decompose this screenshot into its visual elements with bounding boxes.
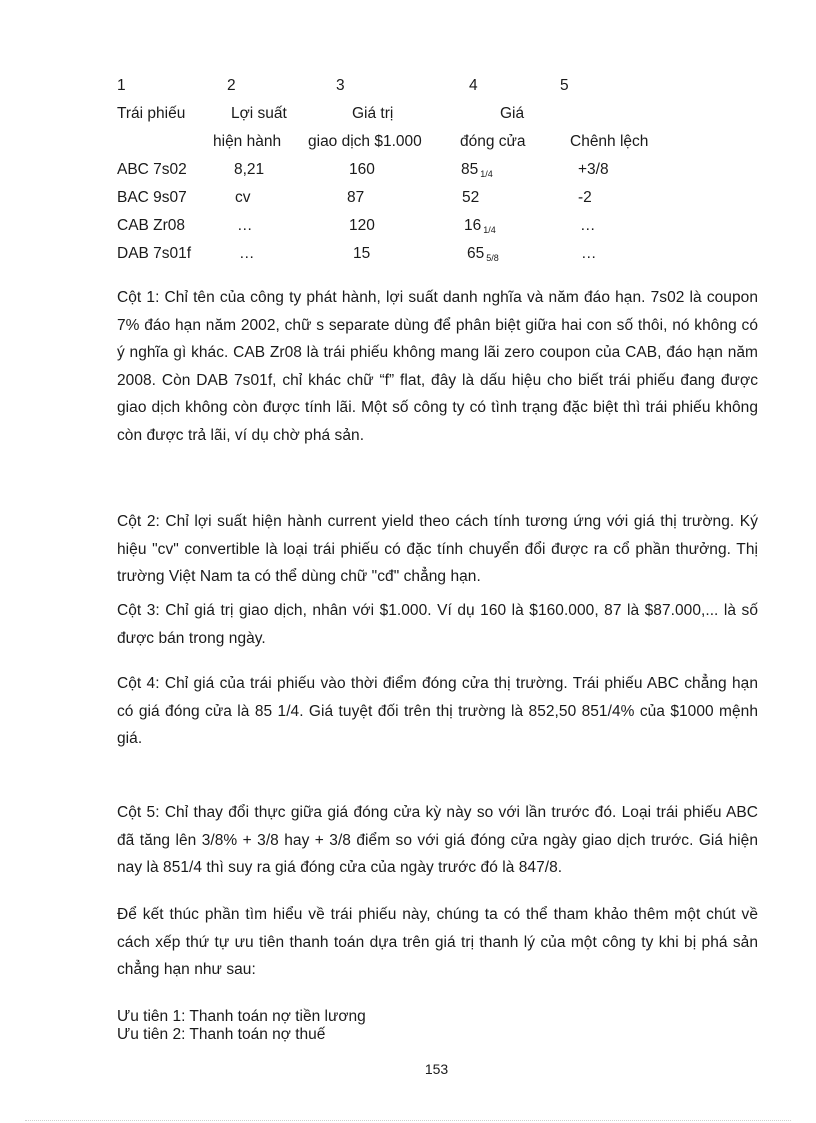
- bond-name: DAB 7s01f: [117, 245, 192, 262]
- column-number-2: 2: [227, 77, 236, 94]
- priority-item-2: Ưu tiên 2: Thanh toán nợ thuế: [117, 1026, 326, 1043]
- table-row: [117, 240, 677, 268]
- bond-close: [461, 160, 493, 184]
- bond-name: ABC 7s02: [117, 161, 187, 178]
- header-yield: Lợi suất: [231, 105, 287, 122]
- bond-name: BAC 9s07: [117, 189, 187, 206]
- paragraph-column-3: Cột 3: Chỉ giá trị giao dịch, nhân với $1.000. Ví dụ 160 là $160.000, 87 là $87.000,... là số được bán trong ngày.: [117, 602, 758, 647]
- table-row: [117, 184, 677, 212]
- bond-close: [462, 188, 479, 208]
- header-change: Chênh lệch: [570, 133, 649, 150]
- paragraph-column-2: Cột 2: Chỉ lợi suất hiện hành current yield theo cách tính tương ứng với giá thị trường. Ký hiệu "cv" convertible là loại trái phiếu có đặc tính chuyển đổi được ra cổ phần thưởng. Thị trường Việt Nam ta có thể dùng chữ "cđ" chẳng hạn.: [117, 513, 758, 586]
- column-number-4: 4: [469, 77, 478, 94]
- page-number: 153: [424, 1061, 449, 1077]
- bond-name: CAB Zr08: [117, 217, 186, 234]
- bond-close: [464, 216, 496, 240]
- paragraph-conclusion: Để kết thúc phần tìm hiểu về trái phiếu này, chúng ta có thể tham khảo thêm một chút về cách xếp thứ tự ưu tiên thanh toán dựa trên giá trị thanh lý của một công ty khi bị phá sản chẳng hạn như sau:: [117, 906, 758, 979]
- bond-close-fraction: 5/8: [486, 253, 499, 263]
- bond-change: +3/8: [578, 161, 609, 178]
- bond-change: …: [580, 217, 596, 234]
- bond-table: [117, 72, 677, 268]
- bond-close-fraction: 1/4: [480, 169, 493, 179]
- paragraph-column-1: Cột 1: Chỉ tên của công ty phát hành, lợi suất danh nghĩa và năm đáo hạn. 7s02 là coupon 7% đáo hạn năm 2002, chữ s separate dùng để phân biệt giữa hai con số thôi, nó không có ý nghĩa gì khác. CAB Zr08 là trái phiếu không mang lãi zero coupon của CAB, đáo hạn năm 2008. Còn DAB 7s01f, chỉ khác chữ “f” flat, đây là dấu hiệu cho biết trái phiếu đang được giao dịch không còn được tính lãi. Một số công ty có tình trạng đặc biệt thì trái phiếu không còn được trả lãi, ví dụ chờ phá sản.: [117, 289, 758, 444]
- bond-close-whole: 85: [461, 161, 479, 178]
- priority-item-1: Ưu tiên 1: Thanh toán nợ tiền lương: [117, 1008, 366, 1025]
- page-bottom-divider: [25, 1120, 791, 1121]
- bond-close: [467, 244, 499, 268]
- bond-close-whole: 65: [467, 245, 485, 262]
- header-row-2: [117, 128, 677, 156]
- bond-close-whole: 16: [464, 217, 482, 234]
- paragraph-column-4: Cột 4: Chỉ giá của trái phiếu vào thời điểm đóng cửa thị trường. Trái phiếu ABC chẳng hạn có giá đóng cửa là 85 1/4. Giá tuyệt đối trên thị trường là 852,50 851/4% của $1000 mệnh giá.: [117, 675, 758, 748]
- bond-volume: 160: [349, 161, 375, 178]
- bond-close-whole: 52: [462, 189, 480, 206]
- bond-change: …: [581, 245, 597, 262]
- bond-yield: 8,21: [234, 161, 265, 178]
- bond-yield: …: [237, 217, 253, 234]
- column-number-1: 1: [117, 77, 126, 94]
- bond-volume: 15: [353, 245, 371, 262]
- header-volume-sub: giao dịch $1.000: [308, 133, 422, 150]
- header-volume: Giá trị: [352, 105, 394, 122]
- header-yield-sub: hiện hành: [213, 133, 282, 150]
- header-close-sub: đóng cửa: [460, 133, 526, 150]
- bond-change: -2: [578, 189, 592, 206]
- table-row: [117, 156, 677, 184]
- table-row: [117, 212, 677, 240]
- header-bond: Trái phiếu: [117, 105, 186, 122]
- header-close: Giá: [500, 105, 525, 122]
- column-number-3: 3: [336, 77, 345, 94]
- bond-volume: 120: [349, 217, 375, 234]
- column-number-5: 5: [560, 77, 569, 94]
- header-row-1: [117, 100, 677, 128]
- bond-yield: …: [239, 245, 255, 262]
- paragraph-column-5: Cột 5: Chỉ thay đổi thực giữa giá đóng cửa kỳ này so với lần trước đó. Loại trái phiếu ABC đã tăng lên 3/8% + 3/8 hay + 3/8 điểm so với giá đóng cửa ngày giao dịch trước. Giá hiện nay là 851/4 thì suy ra giá đóng cửa của ngày trước đó là 847/8.: [117, 804, 758, 877]
- column-number-row: [117, 72, 677, 100]
- bond-yield: cv: [235, 189, 251, 206]
- bond-close-fraction: 1/4: [483, 225, 496, 235]
- bond-volume: 87: [347, 189, 365, 206]
